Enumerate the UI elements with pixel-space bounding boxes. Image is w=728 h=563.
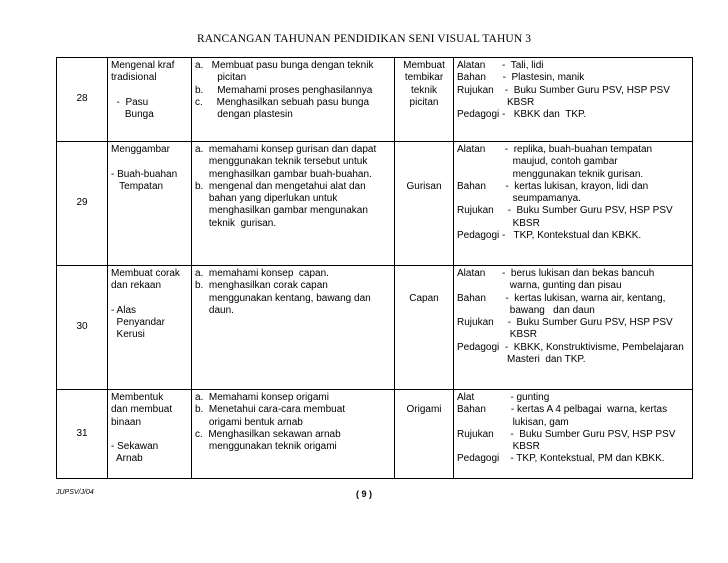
technique-line	[398, 169, 450, 181]
resources-line: Rujukan - Buku Sumber Guru PSV, HSP PSV	[457, 428, 676, 440]
technique-line: Origami	[406, 404, 442, 416]
topic-line: - Pasu	[111, 96, 149, 108]
table-row	[57, 266, 693, 390]
technique-line: Gurisan	[406, 180, 442, 192]
topic-line	[111, 429, 188, 441]
resources-line: Alatan - berus lukisan dan bekas bancuh	[457, 268, 655, 279]
technique-line: tembikar	[404, 72, 444, 84]
week-number: 28	[76, 93, 88, 105]
topic-line: - Sekawan	[111, 441, 159, 453]
resources-line: Alatan - Tali, lidi	[457, 60, 544, 71]
resources-line: maujud, contoh gambar	[457, 156, 618, 168]
objectives-line: a. Memahami konsep origami	[195, 392, 329, 403]
resources-line: Pedagogi - TKP, Kontekstual, PM dan KBKK.	[457, 453, 665, 465]
technique-line	[398, 280, 450, 292]
objectives-line: c. Menghasilkan sekawan arnab	[195, 428, 341, 440]
objectives-line: c. Menghasilkan sebuah pasu bunga	[195, 96, 370, 108]
resources-line: Bahan - kertas lukisan, warna air, kentang,	[457, 292, 666, 304]
topic-line: dan membuat	[111, 404, 173, 416]
topic-line: Bunga	[111, 109, 154, 121]
topic-line	[111, 156, 188, 168]
objectives-line: teknik gurisan.	[195, 217, 277, 229]
resources-line: seumpamanya.	[457, 193, 581, 205]
objectives-cell	[192, 390, 395, 479]
objectives-line: a. memahami konsep gurisan dan dapat	[195, 144, 377, 155]
resources-line: Masteri dan TKP.	[457, 354, 586, 366]
page-number: ( 9 )	[355, 489, 372, 499]
objectives-cell	[192, 266, 395, 390]
technique-cell	[395, 266, 454, 390]
resources-cell	[454, 390, 693, 479]
resources-line: Rujukan - Buku Sumber Guru PSV, HSP PSV	[457, 84, 670, 96]
objectives-line: picitan	[195, 72, 247, 84]
topic-line: Tempatan	[111, 180, 164, 192]
topic-line: binaan	[111, 416, 142, 428]
table-row	[57, 58, 693, 142]
technique-line	[398, 156, 450, 168]
week-number: 30	[76, 321, 88, 333]
resources-line: Bahan - kertas A 4 pelbagai warna, kertas	[457, 404, 668, 416]
topic-line: dan rekaan	[111, 280, 162, 292]
resources-line: Alat - gunting	[457, 392, 550, 403]
objectives-line: b. Memahami proses penghasilannya	[195, 84, 373, 96]
topic-cell	[108, 390, 192, 479]
objectives-line: menggunakan teknik tersebut untuk	[195, 156, 368, 168]
topic-line: Kerusi	[111, 329, 145, 341]
resources-line: menggunakan teknik gurisan.	[457, 168, 644, 180]
objectives-line: dengan plastesin	[195, 109, 293, 121]
topic-line: - Buah-buahan	[111, 168, 178, 180]
table-row	[57, 142, 693, 266]
objectives-cell	[192, 58, 395, 142]
resources-line: KBSR	[457, 329, 538, 341]
topic-line	[111, 85, 188, 97]
resources-line: KBSR	[457, 217, 540, 229]
resources-cell	[454, 266, 693, 390]
topic-cell	[108, 142, 192, 266]
resources-line: warna, gunting dan pisau	[457, 280, 622, 292]
topic-line: Membuat corak	[111, 268, 180, 279]
technique-line: teknik	[410, 84, 438, 96]
week-number: 29	[76, 197, 88, 209]
technique-line: Membuat	[403, 60, 445, 71]
resources-line: Pedagogi - KBKK, Konstruktivisme, Pembelajaran	[457, 341, 684, 353]
technique-line	[398, 392, 450, 404]
topic-line: - Alas	[111, 304, 137, 316]
week-number-cell	[57, 266, 108, 390]
resources-line: Pedagogi - TKP, Kontekstual dan KBKK.	[457, 230, 642, 242]
objectives-line: b. Menetahui cara-cara membuat	[195, 404, 346, 416]
topic-cell	[108, 58, 192, 142]
week-number-cell	[57, 390, 108, 479]
objectives-line: a. memahami konsep capan.	[195, 268, 329, 279]
resources-line: Rujukan - Buku Sumber Guru PSV, HSP PSV	[457, 317, 673, 329]
technique-cell	[395, 142, 454, 266]
resources-line: Bahan - kertas lukisan, krayon, lidi dan	[457, 180, 649, 192]
objectives-line: daun.	[195, 304, 234, 316]
technique-cell	[395, 390, 454, 479]
objectives-line: a. Membuat pasu bunga dengan teknik	[195, 60, 374, 71]
yearly-plan-table	[56, 57, 693, 479]
objectives-line: menghasilkan gambar mengunakan	[195, 205, 368, 217]
objectives-line: b. mengenal dan mengetahui alat dan	[195, 180, 366, 192]
objectives-line: b. menghasilkan corak capan	[195, 280, 328, 292]
objectives-line: menghasilkan gambar buah-buahan.	[195, 168, 372, 180]
resources-line: Pedagogi - KBKK dan TKP.	[457, 109, 587, 121]
topic-line: tradisional	[111, 72, 157, 84]
topic-line: Penyandar	[111, 317, 165, 329]
technique-line: Capan	[409, 292, 439, 304]
resources-cell	[454, 58, 693, 142]
objectives-line: menggunakan teknik origami	[195, 441, 337, 453]
resources-line: bawang dan daun	[457, 304, 595, 316]
topic-line	[111, 293, 188, 305]
table-row	[57, 390, 693, 479]
technique-line	[398, 144, 450, 156]
topic-cell	[108, 266, 192, 390]
topic-line: Arnab	[111, 453, 143, 465]
objectives-cell	[192, 142, 395, 266]
resources-cell	[454, 142, 693, 266]
topic-line: Membentuk	[111, 392, 164, 403]
topic-line: Menggambar	[111, 144, 170, 155]
week-number-cell	[57, 58, 108, 142]
topic-line: Mengenal kraf	[111, 60, 175, 71]
resources-line: KBSR	[457, 441, 540, 453]
objectives-line: origami bentuk arnab	[195, 416, 303, 428]
technique-cell	[395, 58, 454, 142]
objectives-line: bahan yang diperlukan untuk	[195, 193, 338, 205]
objectives-line: menggunakan kentang, bawang dan	[195, 292, 371, 304]
week-number-cell	[57, 142, 108, 266]
resources-line: Alatan - replika, buah-buahan tempatan	[457, 144, 653, 155]
resources-line: Bahan - Plastesin, manik	[457, 72, 585, 84]
resources-line: KBSR	[457, 96, 535, 108]
resources-line: lukisan, gam	[457, 416, 569, 428]
document-code: JUPSV/J/04	[56, 489, 94, 496]
technique-line: picitan	[409, 96, 439, 108]
technique-line	[398, 268, 450, 280]
resources-line: Rujukan - Buku Sumber Guru PSV, HSP PSV	[457, 205, 673, 217]
week-number: 31	[76, 427, 88, 439]
page-title: RANCANGAN TAHUNAN PENDIDIKAN SENI VISUAL TAHUN 3	[196, 33, 532, 45]
